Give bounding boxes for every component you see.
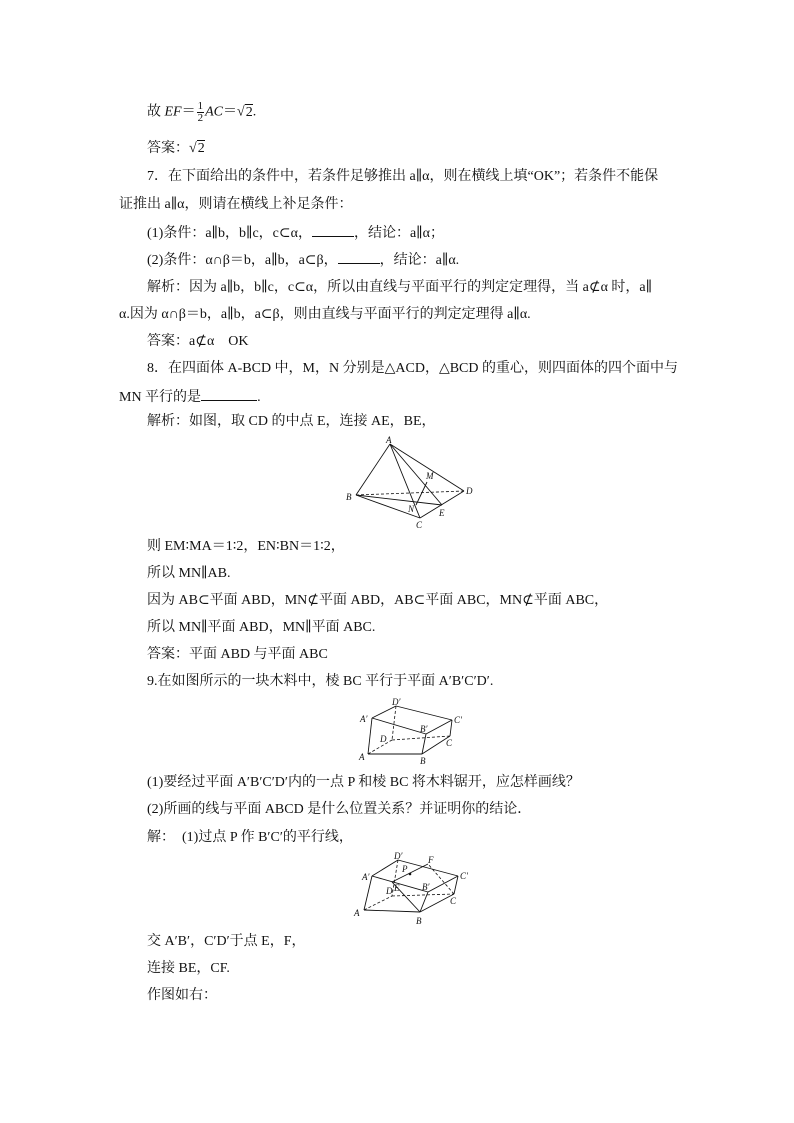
- q9-solution-intro: 解： (1)过点 P 作 B′C′的平行线，: [147, 830, 353, 845]
- q7-line-1: 7．在下面给出的条件中，若条件足够推出 a∥α，则在横线上填“OK”；若条件不能保: [147, 169, 659, 184]
- text-prefix: 故: [147, 104, 165, 120]
- q7-answer: 答案：a⊄α OK: [147, 334, 249, 349]
- q9-part-1: (1)要经过平面 A′B′C′D′内的一点 P 和棱 BC 将木料锯开，应怎样画线？: [147, 775, 580, 790]
- q9-step-2: 连接 BE，CF.: [147, 961, 230, 976]
- fraction-denominator: 2: [197, 112, 204, 124]
- label-f: F: [428, 855, 434, 865]
- condition-2-conclusion: ，结论：a∥α.: [379, 253, 460, 268]
- q8-step-4: 所以 MN∥平面 ABD，MN∥平面 ABC.: [147, 620, 376, 635]
- radicand: 2: [197, 141, 205, 156]
- label-b: B: [346, 492, 352, 502]
- label-d-prime: D′: [394, 851, 403, 861]
- answer-blank-3: [201, 388, 257, 401]
- answer-line-6: [147, 140, 205, 158]
- label-e: E: [394, 883, 400, 893]
- q7-solution-1: 解析：因为 a∥b，b∥c，c⊂α，所以由直线与平面平行的判定定理得，当 a⊄α 时，a∥: [147, 280, 653, 295]
- var-ac: AC: [205, 104, 223, 120]
- label-d-prime: D′: [392, 697, 401, 707]
- condition-1-text: (1)条件：a∥b，b∥c，c⊂α，: [147, 226, 312, 241]
- label-c-prime: C′: [460, 871, 468, 881]
- label-a: A: [386, 436, 392, 445]
- label-b: B: [420, 756, 426, 766]
- label-b-prime: B′: [422, 882, 430, 892]
- label-c: C: [416, 520, 423, 530]
- condition-1-conclusion: ，结论：a∥α；: [353, 226, 444, 241]
- label-c: C: [446, 738, 453, 748]
- q8-line-2-text: MN 平行的是: [119, 390, 202, 405]
- label-n: N: [408, 504, 415, 514]
- answer-blank-2: [338, 251, 380, 264]
- equals: ＝: [181, 104, 196, 120]
- q8-line-2: [119, 388, 261, 407]
- label-a-prime: A′: [362, 872, 370, 882]
- q7-solution-2: α.因为 α∩β＝b，a∥b，a⊂β，则由直线与平面平行的判定定理得 a∥α.: [119, 307, 531, 322]
- period: .: [257, 390, 261, 405]
- equals-root: ＝√: [223, 104, 245, 120]
- label-d: D: [386, 886, 393, 896]
- period: .: [252, 104, 257, 120]
- q9-line-1: 9.在如图所示的一块木料中，棱 BC 平行于平面 A′B′C′D′.: [147, 674, 494, 689]
- q9-part-2: (2)所画的线与平面 ABCD 是什么位置关系？并证明你的结论．: [147, 802, 532, 817]
- q8-step-1: 则 EM∶MA＝1∶2，EN∶BN＝1∶2，: [147, 539, 345, 554]
- q8-step-3: 因为 AB⊂平面 ABD，MN⊄平面 ABD，AB⊂平面 ABC，MN⊄平面 ABC，: [147, 593, 609, 608]
- label-a: A: [354, 908, 360, 918]
- label-b: B: [416, 916, 422, 926]
- label-c: C: [450, 896, 457, 906]
- answer-label: 答案：: [147, 141, 189, 156]
- q7-condition-1: [147, 224, 444, 243]
- q8-answer: 答案：平面 ABD 与平面 ABC: [147, 647, 328, 662]
- q9-step-3: 作图如右：: [147, 988, 217, 1003]
- text-line-ef: [147, 101, 256, 124]
- label-p: P: [402, 864, 408, 874]
- label-b-prime: B′: [420, 724, 428, 734]
- label-d: D: [380, 734, 387, 744]
- var-ef: EF: [164, 104, 182, 120]
- fraction: [197, 101, 205, 124]
- prism-figure-2: [350, 850, 474, 928]
- q9-step-1: 交 A′B′，C′D′于点 E，F，: [147, 934, 306, 949]
- q8-line-1: 8．在四面体 A-BCD 中，M，N 分别是△ACD，△BCD 的重心，则四面体的四个面中与: [147, 361, 678, 376]
- answer-blank-1: [312, 224, 354, 237]
- label-a-prime: A′: [360, 714, 368, 724]
- q8-step-2: 所以 MN∥AB.: [147, 566, 231, 581]
- label-m: M: [426, 471, 434, 481]
- q7-condition-2: [147, 251, 459, 270]
- condition-2-text: (2)条件：α∩β＝b，a∥b，a⊂β，: [147, 253, 338, 268]
- label-c-prime: C′: [454, 715, 462, 725]
- fraction-numerator: 1: [197, 100, 204, 112]
- label-a: A: [359, 752, 365, 762]
- label-d: D: [466, 486, 473, 496]
- prism-figure-1: [356, 696, 472, 766]
- root-sign: √: [189, 141, 197, 156]
- tetrahedron-figure: [342, 436, 482, 532]
- q7-line-2: 证推出 a∥α，则请在横线上补足条件：: [119, 197, 353, 212]
- q8-solution-intro: 解析：如图，取 CD 的中点 E，连接 AE，BE，: [147, 414, 436, 429]
- label-e: E: [439, 508, 445, 518]
- radicand: 2: [245, 104, 253, 120]
